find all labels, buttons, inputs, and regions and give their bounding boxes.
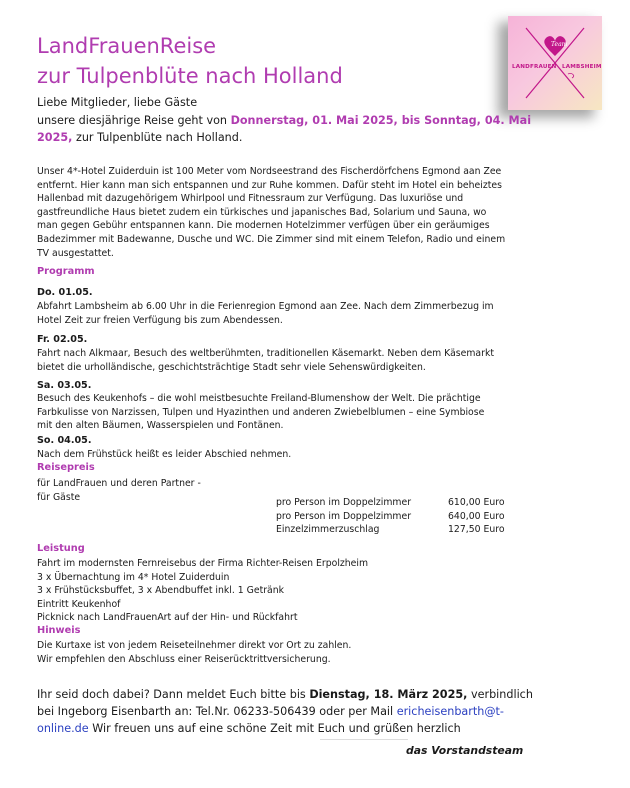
day-text: Fahrt nach Alkmaar, Besuch des weltberühmten, traditionellen Käsemarkt. Neben dem Käsemarkt bietet die urholländische, geschichtsträchtige Stadt sehr viele Sehenswürdigkeiten. — [37, 348, 494, 373]
day-text: Abfahrt Lambsheim ab 6.00 Uhr in die Ferienregion Egmond aan Zee. Nach dem Zimmerbezug im Hotel Zeit zur freien Verfügung bis zum Abendessen. — [37, 301, 494, 326]
price-values: 610,00 Euro 640,00 Euro 127,50 Euro — [448, 497, 505, 536]
hinweis-heading: Hinweis — [37, 625, 81, 636]
programm-heading: Programm — [37, 266, 95, 277]
hinweis-text: Die Kurtaxe ist von jedem Reiseteilnehmer direkt vor Ort zu zahlen. Wir empfehlen den Abschluss einer Reiserücktrittversicherung. — [37, 640, 352, 665]
email-link-continued[interactable]: online.de — [37, 722, 89, 735]
signature: das Vorstandsteam — [406, 744, 524, 757]
day-heading: Do. 01.05. — [37, 287, 93, 298]
logo-script: Team — [551, 41, 568, 48]
price-labels: pro Person im Doppelzimmer pro Person im Doppelzimmer Einzelzimmerzuschlag — [276, 497, 412, 536]
page-subtitle: zur Tulpenblüte nach Holland — [37, 64, 343, 88]
landfrauen-logo: Team LANDFRAUEN LAMBSHEIM — [508, 16, 602, 110]
day-text: Nach dem Frühstück heißt es leider Abschied nehmen. — [37, 449, 292, 460]
email-link[interactable]: ericheisenbarth@t- — [396, 705, 504, 718]
leistung-list: Fahrt im modernsten Fernreisebus der Firma Richter-Reisen Erpolzheim 3 x Übernachtung im 4* Hotel Zuiderduin 3 x Frühstücksbuffet, 3 x Abendbuffet inkl. 1 Getränk Eintritt Keukenhof Picknick nach LandFrauenArt auf der Hin- und Rückfahrt — [37, 558, 369, 624]
leistung-heading: Leistung — [37, 543, 85, 554]
reisepreis-groups: für LandFrauen und deren Partner - für Gäste — [37, 478, 201, 503]
reisepreis-heading: Reisepreis — [37, 462, 95, 473]
day-text: Besuch des Keukenhofs – die wohl meistbesuchte Freiland-Blumenshow der Welt. Die prächtige Farbkulisse von Narzissen, Tulpen und Hyazinthen und anderen Zwiebelblumen – eine Symbiose mit den alten Bäumen, Wasserspielen und Fontänen. — [37, 393, 485, 432]
page-title: LandFrauenReise — [37, 34, 217, 58]
day-heading: So. 04.05. — [37, 435, 92, 446]
signature-divider — [320, 739, 408, 740]
greeting: Liebe Mitglieder, liebe Gäste — [37, 96, 198, 109]
day-heading: Fr. 02.05. — [37, 334, 88, 345]
closing-paragraph: Ihr seid doch dabei? Dann meldet Euch bitte bis Dienstag, 18. März 2025, verbindlich bei Ingeborg Eisenbarth an: Tel.Nr. 06233-506439 oder per Mail ericheisenbarth@t- online.de Wir freuen uns auf eine schöne Zeit mit Euch und grüßen herzlich — [37, 688, 533, 735]
day-heading: Sa. 03.05. — [37, 380, 92, 391]
intro-paragraph: unsere diesjährige Reise geht von Donnerstag, 01. Mai 2025, bis Sonntag, 04. Mai 2025, zur Tulpenblüte nach Holland. — [37, 114, 532, 144]
hotel-description: Unser 4*-Hotel Zuiderduin ist 100 Meter vom Nordseestrand des Fischerdörfchens Egmond aan Zee entfernt. Hier kann man sich entspannen und zur Ruhe kommen. Dafür steht im Hotel ein beheiztes Hallenbad mit dazugehörigem Whirlpool und Fitnessraum zur Verfügung. Das luxuriöse und gastfreundliche Haus bietet zudem ein türkisches und japanisches Bad, Solarium und Sauna, wo man gegen Gebühr entspannen kann. Die modernen Hotelzimmer verfügen über ein geräumiges Badezimmer mit Badewanne, Dusche und WC. Die Zimmer sind mit einem Telefon, Radio und einem TV ausgestattet. — [37, 166, 506, 259]
